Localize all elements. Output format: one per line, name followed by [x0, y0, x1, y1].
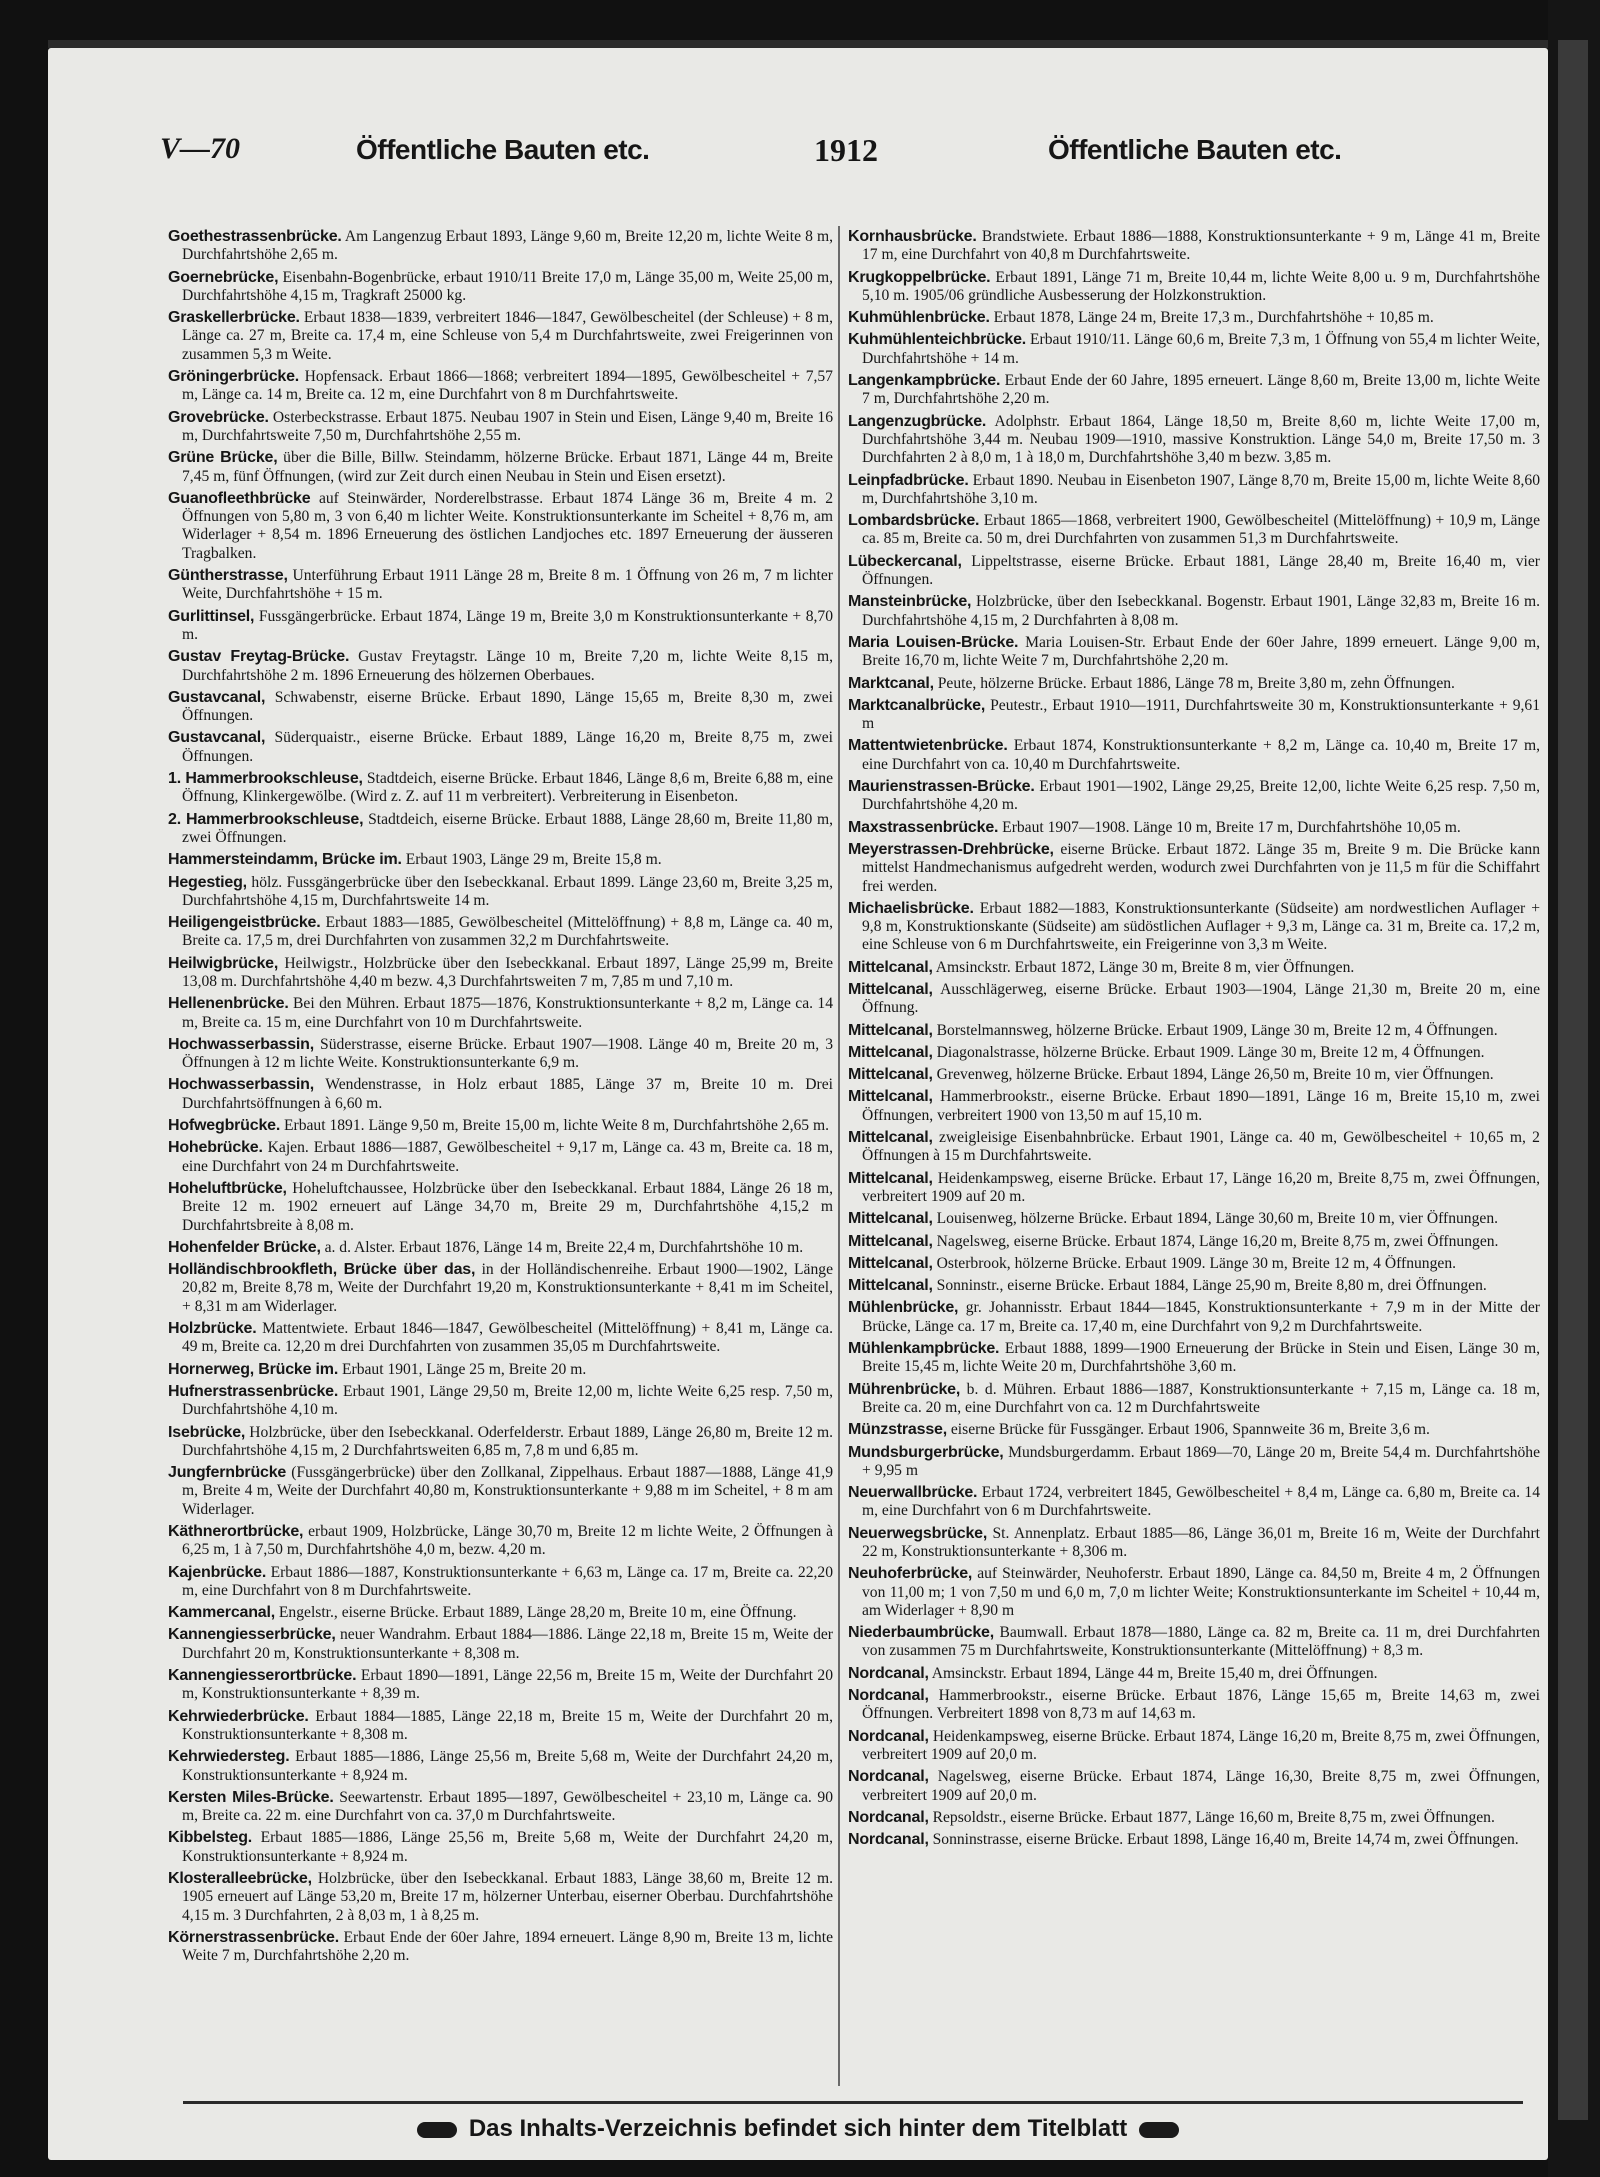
entry-heading: Grüne Brücke, — [168, 449, 278, 467]
directory-page — [48, 48, 1548, 2160]
entry-heading: Hohebrücke. — [168, 1139, 263, 1157]
directory-entry — [168, 851, 833, 869]
directory-entry — [168, 1180, 833, 1235]
entry-text: Erbaut 1901—1902, Länge 29,25, Breite 12,00, lichte Weite 6,25 resp. 7,50 m, Durchfahrtshöhe 4,20 m. — [862, 778, 1540, 814]
directory-entry — [848, 413, 1540, 468]
directory-entry — [168, 1604, 833, 1622]
page-header — [48, 132, 1548, 192]
entry-text: Sonninstrasse, eiserne Brücke. Erbaut 1898, Länge 16,40 m, Breite 14,74 m, zwei Öffnungen. — [932, 1831, 1519, 1849]
entry-text: Adolphstr. Erbaut 1864, Länge 18,50 m, Breite 8,60 m, lichte Weite 17,00 m, Durchfahrtshöhe 3,44 m. Neubau 1909—1910, massive Konstruktion. Länge 54,0 m, Breite 17,50 m. 3 Durchfahrten 2 à 8,0 m, 1 à 18,0 m, Durchfahrtshöhe 3,40 m bezw. 3,85 m. — [862, 412, 1540, 467]
directory-entry — [848, 1233, 1540, 1251]
entry-heading: Hofwegbrücke. — [168, 1117, 281, 1135]
directory-entry — [848, 1277, 1540, 1295]
entry-heading: Marktcanal, — [848, 674, 934, 692]
pointing-hand-right-icon — [1139, 2122, 1179, 2138]
entry-text: Erbaut 1884—1885, Länge 22,18 m, Breite 15 m, Weite der Durchfahrt 20 m, Konstruktionsunterkante + 8,308 m. — [182, 1707, 833, 1743]
directory-entry — [168, 1748, 833, 1785]
entry-heading: Nordcanal, — [848, 1831, 929, 1849]
entry-heading: Krugkoppelbrücke. — [848, 268, 991, 286]
entry-text: Gustav Freytagstr. Länge 10 m, Breite 7,20 m, lichte Weite 8,15 m, Durchfahrtshöhe 2 m. 1896 Erneuerung des hölzernen Oberbaues. — [182, 648, 833, 684]
entry-heading: Mittelcanal, — [848, 1021, 933, 1039]
entry-heading: Hochwasserbassin, — [168, 1035, 314, 1053]
entry-heading: Mührenbrücke, — [848, 1380, 961, 1398]
entry-heading: Klosteralleebrücke, — [168, 1870, 312, 1888]
entry-heading: Körnerstrassenbrücke. — [168, 1928, 339, 1946]
entry-text: Osterbeckstrasse. Erbaut 1875. Neubau 1907 in Stein und Eisen, Länge 9,40 m, Breite 16 m, Durchfahrtsweite 7,50 m, Durchfahrtshöhe 2,55 m. — [182, 408, 833, 444]
directory-entry — [168, 1708, 833, 1745]
directory-entry — [168, 689, 833, 726]
directory-entry — [168, 1139, 833, 1176]
directory-entry — [848, 1170, 1540, 1207]
entry-heading: Gustav Freytag-Brücke. — [168, 648, 350, 666]
top-fold-shadow — [48, 40, 1548, 48]
directory-entry — [848, 1299, 1540, 1336]
entry-text: Hammerbrookstr., eiserne Brücke. Erbaut 1890—1891, Länge 16 m, Breite 15,10 m, zwei Öffnungen, verbreitert 1900 von 13,50 m auf 15,10 m. — [862, 1088, 1540, 1124]
entry-heading: Güntherstrasse, — [168, 567, 288, 585]
directory-entry — [848, 553, 1540, 590]
directory-entry — [168, 811, 833, 848]
entry-heading: Mundsburgerbrücke, — [848, 1443, 1004, 1461]
directory-entry — [168, 1424, 833, 1461]
entry-text: Wendenstrasse, in Holz erbaut 1885, Länge 37 m, Breite 10 m. Drei Durchfahrtsöffnungen à 6,60 m. — [182, 1076, 833, 1112]
directory-entry — [848, 697, 1540, 734]
entry-heading: Langenkampbrücke. — [848, 372, 1001, 390]
entry-text: Erbaut 1907—1908. Länge 10 m, Breite 17 m, Durchfahrtshöhe 10,05 m. — [1002, 818, 1461, 836]
entry-text: Erbaut 1885—1886, Länge 25,56 m, Breite 5,68 m, Weite der Durchfahrt 24,20 m, Konstruktionsunterkante + 8,924 m. — [182, 1748, 833, 1784]
entry-text: Osterbrook, hölzerne Brücke. Erbaut 1909. Länge 30 m, Breite 12 m, 4 Öffnungen. — [936, 1254, 1457, 1272]
entry-heading: Kehrwiedersteg. — [168, 1748, 290, 1766]
entry-heading: Leinpfadbrücke. — [848, 471, 969, 489]
header-year: 1912 — [814, 132, 878, 168]
entry-text: Fussgängerbrücke. Erbaut 1874, Länge 19 m, Breite 3,0 m Konstruktionsunterkante + 8,70 m. — [182, 607, 833, 643]
entry-heading: Mühlenkampbrücke. — [848, 1340, 1000, 1358]
entry-text: Repsoldstr., eiserne Brücke. Erbaut 1877, Länge 16,60 m, Breite 8,75 m, zwei Öffnungen. — [932, 1808, 1495, 1826]
entry-text: Erbaut 1724, verbreitert 1845, Gewölbescheitel + 8,4 m, Länge ca. 6,80 m, Breite ca. 14 m, eine Durchfahrt von 6 m Durchfahrtsweite. — [862, 1484, 1540, 1520]
directory-entry — [848, 959, 1540, 977]
directory-entry — [848, 1624, 1540, 1661]
entry-text: Borstelmannsweg, hölzerne Brücke. Erbaut 1909, Länge 30 m, Breite 12 m, 4 Öffnungen. — [936, 1021, 1498, 1039]
entry-heading: Hohenfelder Brücke, — [168, 1238, 321, 1256]
directory-entry — [168, 1076, 833, 1113]
entry-text: Erbaut 1888, 1899—1900 Erneuerung der Brücke in Stein und Eisen, Länge 30 m, Breite 15,45 m, lichte Weite 20 m, Durchfahrtshöhe 3,60 m. — [862, 1340, 1540, 1376]
entry-heading: Mittelcanal, — [848, 1277, 933, 1295]
entry-text: Brandstwiete. Erbaut 1886—1888, Konstruktionsunterkante + 9 m, Länge 41 m, Breite 17 m, eine Durchfahrt von 40,8 m Durchfahrtsweite. — [862, 228, 1540, 264]
entry-text: Baumwall. Erbaut 1878—1880, Länge ca. 82 m, Breite ca. 11 m, drei Durchfahrten von zusammen 75 m Durchfahrtsweite, Konstruktionsunterkante (Mittelöffnung) + 8,3 m. — [862, 1624, 1540, 1660]
directory-entry — [168, 729, 833, 766]
right-column-entries — [848, 228, 1540, 2088]
directory-entry — [168, 490, 833, 563]
entry-text: Erbaut 1901, Länge 29,50 m, Breite 12,00 m, lichte Weite 6,25 resp. 7,50 m, Durchfahrtshöhe 4,10 m. — [182, 1382, 833, 1419]
directory-entry — [848, 1044, 1540, 1062]
entry-heading: Mittelcanal, — [848, 1210, 933, 1228]
entry-heading: Hochwasserbassin, — [168, 1076, 314, 1094]
entry-heading: Hegestieg, — [168, 873, 247, 891]
entry-text: Engelstr., eiserne Brücke. Erbaut 1889, Länge 28,20 m, Breite 10 m, eine Öffnung. — [278, 1604, 797, 1622]
directory-entry — [848, 737, 1540, 774]
entry-text: Am Langenzug Erbaut 1893, Länge 9,60 m, Breite 12,20 m, lichte Weite 8 m, Durchfahrtshöhe 2,65 m. — [182, 228, 833, 264]
entry-text: Lippeltstrasse, eiserne Brücke. Erbaut 1881, Länge 28,40 m, Breite 16,40 m, vier Öffnungen. — [862, 552, 1540, 589]
entry-heading: Mühlenbrücke, — [848, 1299, 959, 1317]
footer-note — [48, 2115, 1548, 2143]
entry-text: Grevenweg, hölzerne Brücke. Erbaut 1894, Länge 26,50 m, Breite 10 m, vier Öffnungen. — [936, 1066, 1494, 1084]
entry-heading: Isebrücke, — [168, 1423, 246, 1441]
section-title-right: Öffentliche Bauten etc. — [1048, 134, 1342, 165]
entry-text: St. Annenplatz. Erbaut 1885—86, Länge 36,01 m, Breite 16 m, Weite der Durchfahrt 22 m, Konstruktionsunterkante + 8,306 m. — [862, 1524, 1540, 1560]
next-page-edge — [1548, 0, 1600, 2177]
entry-heading: 1. Hammerbrookschleuse, — [168, 770, 363, 788]
directory-entry — [168, 1564, 833, 1601]
directory-entry — [168, 608, 833, 645]
entry-text: Hoheluftchaussee, Holzbrücke über den Isebeckkanal. Erbaut 1884, Länge 26 18 m, Breite 12 m. 1902 erneuert auf Länge 34,70 m, Breite 29 m, Durchfahrtshöhe 4,15,2 m Durchfahrtsbreite à 8,08 m. — [182, 1179, 833, 1234]
entry-text: Louisenweg, hölzerne Brücke. Erbaut 1894, Länge 30,60 m, Breite 10 m, vier Öffnungen. — [936, 1210, 1499, 1228]
directory-entry — [848, 1809, 1540, 1827]
entry-heading: Mittelcanal, — [848, 1129, 933, 1147]
entry-text: Amsinckstr. Erbaut 1894, Länge 44 m, Breite 15,40 m, drei Öffnungen. — [931, 1664, 1378, 1682]
entry-heading: Mittelcanal, — [848, 980, 933, 998]
directory-entry — [168, 1626, 833, 1663]
directory-entry — [848, 1340, 1540, 1377]
entry-heading: Kibbelsteg. — [168, 1829, 253, 1847]
entry-heading: Kannengiesserortbrücke. — [168, 1667, 357, 1685]
next-page-sliver — [1558, 40, 1588, 2120]
directory-entry — [168, 648, 833, 685]
entry-text: Stadtdeich, eiserne Brücke. Erbaut 1888, Länge 28,60 m, Breite 11,80 m, zwei Öffnungen. — [182, 810, 833, 846]
entry-text: Schwabenstr, eiserne Brücke. Erbaut 1890, Länge 15,65 m, Breite 8,30 m, zwei Öffnungen. — [182, 688, 833, 725]
directory-entry — [848, 841, 1540, 896]
directory-entry — [848, 1831, 1540, 1849]
entry-text: Heilwigstr., Holzbrücke über den Isebeckkanal. Erbaut 1897, Länge 25,99 m, Breite 13,08 m. Durchfahrtshöhe 4,40 m bezw. 4,3 Durchfahrtsweiten 7 m, 7,85 m und 7,10 m. — [182, 954, 833, 990]
entry-text: Süderstrasse, eiserne Brücke. Erbaut 1907—1908. Länge 40 m, Breite 20 m, 3 Öffnungen à 12 m lichte Weite. Konstruktionsunterkante 6,9 m. — [182, 1035, 833, 1072]
entry-heading: Hornerweg, Brücke im. — [168, 1360, 339, 1378]
entry-heading: Mittelcanal, — [848, 1043, 933, 1061]
entry-text: hölz. Fussgängerbrücke über den Isebeckkanal. Erbaut 1899. Länge 23,60 m, Breite 3,25 m, Durchfahrtshöhe 4,15 m, Durchfahrtsweite 14 m. — [182, 873, 833, 909]
entry-text: auf Steinwärder, Neuhoferstr. Erbaut 1890, Länge ca. 84,50 m, Breite 4 m, 2 Öffnungen von 11,00 m; 1 von 7,50 m und 6,0 m, 7,0 m lichter Weite; Konstruktionsunterkante im Scheitel + 10,44 m, am Widerlager + 8,90 m — [862, 1565, 1540, 1619]
entry-text: Hopfensack. Erbaut 1866—1868; verbreitert 1894—1895, Gewölbescheitel + 7,57 m, Länge ca. 14 m, Breite ca. 12 m, eine Durchfahrt von 8 m Durchfahrtsweite. — [182, 368, 833, 404]
directory-entry — [848, 372, 1540, 409]
entry-text: Erbaut 1882—1883, Konstruktionsunterkante (Südseite) am nordwestlichen Auflager + 9,8 m, Konstruktionskante (Südseite) am südöstlichen Auflager + 9,3 m, Länge ca. 31 m, Breite ca. 17,2 m, eine Schleuse von 6 m Durchfahrtsweite, ein Freigerinne von 3,3 m Weite. — [862, 899, 1540, 954]
entry-heading: Langenzugbrücke. — [848, 412, 987, 430]
directory-entry — [168, 1667, 833, 1704]
entry-heading: Nordcanal, — [848, 1664, 929, 1682]
entry-text: Holzbrücke, über den Isebeckkanal. Oderfelderstr. Erbaut 1889, Länge 26,80 m, Breite 12 m. Durchfahrtshöhe 4,15 m, 2 Durchfahrtsweiten 6,85 m, 7,8 m und 6,85 m. — [182, 1423, 833, 1459]
directory-entry — [848, 1525, 1540, 1562]
section-title-left: Öffentliche Bauten etc. — [356, 134, 650, 165]
entry-heading: Hufnerstrassenbrücke. — [168, 1382, 339, 1400]
directory-entry — [848, 819, 1540, 837]
entry-text: Erbaut 1886—1887, Konstruktionsunterkante + 6,63 m, Länge ca. 17 m, Breite ca. 22,20 m, eine Durchfahrt von 8 m Durchfahrtsweite. — [182, 1563, 833, 1599]
entry-text: Unterführung Erbaut 1911 Länge 28 m, Breite 8 m. 1 Öffnung von 26 m, 7 m lichter Weite, Durchfahrtshöhe + 15 m. — [182, 567, 833, 603]
directory-entry — [848, 331, 1540, 368]
entry-text: Erbaut 1910/11. Länge 60,6 m, Breite 7,3 m, 1 Öffnung von 55,4 m lichter Weite, Durchfahrtshöhe + 14 m. — [862, 331, 1540, 367]
entry-text: eiserne Brücke für Fussgänger. Erbaut 1906, Spannweite 36 m, Breite 3,6 m. — [950, 1421, 1430, 1439]
entry-text: Heidenkampsweg, eiserne Brücke. Erbaut 17, Länge 16,20 m, Breite 8,75 m, zwei Öffnungen, verbreitert 1909 auf 20 m. — [862, 1169, 1540, 1205]
entry-heading: Maxstrassenbrücke. — [848, 818, 999, 836]
directory-entry — [168, 1383, 833, 1420]
directory-entry — [848, 675, 1540, 693]
entry-text: Peute, hölzerne Brücke. Erbaut 1886, Länge 78 m, Breite 3,80 m, zehn Öffnungen. — [937, 674, 1455, 692]
entry-heading: Lombardsbrücke. — [848, 512, 980, 530]
entry-text: Peutestr., Erbaut 1910—1911, Durchfahrtsweite 30 m, Konstruktionsunterkante + 9,61 m — [862, 696, 1540, 733]
directory-entry — [848, 1484, 1540, 1521]
directory-entry — [168, 1523, 833, 1560]
entry-heading: Hellenenbrücke. — [168, 995, 289, 1013]
directory-entry — [168, 874, 833, 911]
entry-heading: Mittelcanal, — [848, 1169, 933, 1187]
directory-entry — [848, 228, 1540, 265]
entry-heading: Grovebrücke. — [168, 408, 269, 426]
entry-text: Seewartenstr. Erbaut 1895—1897, Gewölbescheitel + 23,10 m, Länge ca. 90 m, Breite ca. 22 m. eine Durchfahrt von ca. 37,0 m Durchfahrtsweite. — [182, 1788, 833, 1825]
directory-entry — [848, 900, 1540, 955]
entry-heading: Mansteinbrücke, — [848, 593, 972, 611]
directory-entry — [848, 269, 1540, 306]
directory-entry — [848, 1255, 1540, 1273]
entry-text: Erbaut Ende der 60er Jahre, 1894 erneuert. Länge 8,90 m, Breite 13 m, lichte Weite 7 m, Durchfahrtshöhe 2,20 m. — [182, 1928, 833, 1965]
footer-text: Das Inhalts-Verzeichnis befindet sich hinter dem Titelblatt — [468, 2115, 1128, 2142]
entry-heading: Gurlittinsel, — [168, 607, 255, 625]
directory-entry — [168, 269, 833, 306]
directory-entry — [848, 1768, 1540, 1805]
entry-text: Amsinckstr. Erbaut 1872, Länge 30 m, Breite 8 m, vier Öffnungen. — [935, 958, 1355, 976]
entry-text: Erbaut 1838—1839, verbreitert 1846—1847, Gewölbescheitel (der Schleuse) + 8 m, Länge ca. 27 m, Breite ca. 17,4 m, eine Schleuse von 5,4 m Durchfahrtsweite, zwei Freigerinnen von zusammen 5,3 m Weite. — [182, 309, 833, 363]
entry-heading: Kammercanal, — [168, 1604, 275, 1622]
entry-heading: Guanofleethbrücke — [168, 489, 311, 507]
entry-text: Erbaut 1903, Länge 29 m, Breite 15,8 m. — [405, 851, 662, 869]
entry-text: Erbaut 1890—1891, Länge 22,56 m, Breite 15 m, Weite der Durchfahrt 20 m, Konstruktionsunterkante + 8,39 m. — [182, 1667, 833, 1703]
entry-text: Erbaut 1883—1885, Gewölbescheitel (Mittelöffnung) + 8,8 m, Länge ca. 40 m, Breite ca. 17,5 m, drei Durchfahrten von zusammen 32,2 m Durchfahrtsweite. — [182, 914, 833, 950]
entry-heading: Nordcanal, — [848, 1727, 929, 1745]
directory-entry — [848, 1381, 1540, 1418]
entry-heading: Gustavcanal, — [168, 729, 266, 747]
entry-text: Süderquaistr., eiserne Brücke. Erbaut 1889, Länge 16,20 m, Breite 8,75 m, zwei Öffnungen. — [182, 729, 833, 765]
entry-heading: Meyerstrassen-Drehbrücke, — [848, 840, 1054, 858]
entry-text: Holzbrücke, über den Isebeckkanal. Bogenstr. Erbaut 1901, Länge 32,83 m, Breite 16 m. Durchfahrtshöhe 4,15 m, 2 Durchfahrten à 8,08 m. — [862, 593, 1540, 629]
directory-entry — [168, 1829, 833, 1866]
directory-entry — [168, 770, 833, 807]
directory-entry — [168, 995, 833, 1032]
entry-text: Erbaut 1885—1886, Länge 25,56 m, Breite 5,68 m, Weite der Durchfahrt 24,20 m, Konstruktionsunterkante + 8,924 m. — [182, 1829, 833, 1865]
entry-text: erbaut 1909, Holzbrücke, Länge 30,70 m, Breite 12 m lichte Weite, 2 Öffnungen à 6,25 m, 1 à 7,50 m, Durchfahrtshöhe 4,0 m, bezw. 4,20 m. — [182, 1523, 833, 1559]
directory-entry — [848, 1066, 1540, 1084]
directory-entry — [168, 449, 833, 486]
entry-text: (Fussgängerbrücke) über den Zollkanal, Zippelhaus. Erbaut 1887—1888, Länge 41,9 m, Breite 4 m, Weite der Durchfahrt 40,80 m, Konstruktionsunterkante + 9,88 m im Scheitel, + 8 m am Widerlager. — [182, 1464, 833, 1518]
entry-text: Sonninstr., eiserne Brücke. Erbaut 1884, Länge 25,90 m, Breite 8,80 m, drei Öffnungen. — [936, 1277, 1487, 1295]
entry-text: Erbaut Ende der 60 Jahre, 1895 erneuert. Länge 8,60 m, Breite 13,00 m, lichte Weite 7 m, Durchfahrtshöhe 2,20 m. — [862, 372, 1540, 408]
entry-heading: 2. Hammerbrookschleuse, — [168, 810, 364, 828]
entry-heading: Holzbrücke. — [168, 1320, 257, 1338]
entry-heading: Neuerwallbrücke. — [848, 1484, 978, 1502]
directory-entry — [848, 1728, 1540, 1765]
directory-entry — [848, 1088, 1540, 1125]
entry-heading: Gustavcanal, — [168, 688, 266, 706]
entry-text: eiserne Brücke. Erbaut 1872. Länge 35 m, Breite 9 m. Die Brücke kann mittelst Handmechanismus aufgedreht werden, wodurch zwei Durchfahrten von je 11,5 m für die Schiffahrt frei werden. — [862, 840, 1540, 895]
directory-entry — [848, 309, 1540, 327]
directory-entry — [168, 309, 833, 364]
entry-heading: Münzstrasse, — [848, 1421, 947, 1439]
entry-text: Nagelsweg, eiserne Brücke. Erbaut 1874, Länge 16,30, Breite 8,75 m, zwei Öffnungen, verbreitert 1909 auf 20,0 m. — [862, 1768, 1540, 1804]
directory-entry — [168, 1036, 833, 1073]
entry-heading: Neuerwegsbrücke, — [848, 1524, 988, 1542]
entry-heading: Mittelcanal, — [848, 958, 933, 976]
directory-entry — [168, 567, 833, 604]
entry-heading: Maurienstrassen-Brücke. — [848, 778, 1035, 796]
entry-heading: Michaelisbrücke. — [848, 899, 974, 917]
entry-heading: Jungfernbrücke — [168, 1464, 287, 1482]
directory-entry — [168, 1870, 833, 1925]
entry-text: Stadtdeich, eiserne Brücke. Erbaut 1846, Länge 8,6 m, Breite 6,88 m, eine Öffnung, Klinkergewölbe. (Wird z. Z. auf 11 m verbreitert). Verbreiterung in Eisenbeton. — [182, 770, 833, 806]
directory-entry — [168, 1320, 833, 1357]
entry-heading: Neuhoferbrücke, — [848, 1565, 973, 1583]
directory-entry — [848, 593, 1540, 630]
entry-heading: Kehrwiederbrücke. — [168, 1707, 309, 1725]
entry-heading: Goernebrücke, — [168, 268, 279, 286]
entry-heading: Heiligengeistbrücke. — [168, 914, 321, 932]
entry-heading: Niederbaumbrücke, — [848, 1624, 994, 1642]
pointing-hand-left-icon — [417, 2122, 457, 2138]
directory-entry — [848, 1210, 1540, 1228]
entry-heading: Nordcanal, — [848, 1687, 929, 1705]
entry-heading: Kersten Miles-Brücke. — [168, 1788, 334, 1806]
entry-text: gr. Johannisstr. Erbaut 1844—1845, Konstruktionsunterkante + 7,9 m in der Mitte der Brücke, Länge ca. 17 m, Breite ca. 17,40 m, eine Durchfahrt von 9,2 m Durchfahrtsweite. — [862, 1299, 1540, 1335]
directory-entry — [848, 1129, 1540, 1166]
entry-heading: Mittelcanal, — [848, 1066, 933, 1084]
directory-entry — [848, 472, 1540, 509]
entry-text: neuer Wandrahm. Erbaut 1884—1886. Länge 22,18 m, Breite 15 m, Weite der Durchfahrt 20 m, Konstruktionsunterkante + 8,308 m. — [182, 1626, 833, 1662]
directory-entry — [168, 368, 833, 405]
entry-text: Erbaut 1865—1868, verbreitert 1900, Gewölbescheitel (Mittelöffnung) + 10,9 m, Länge ca. 85 m, Breite ca. 50 m, drei Durchfahrten von zusammen 51,3 m Durchfahrtsweite. — [862, 512, 1540, 548]
entry-heading: Gröningerbrücke. — [168, 368, 300, 386]
directory-entry — [168, 1361, 833, 1379]
entry-text: Mattentwiete. Erbaut 1846—1847, Gewölbescheitel (Mittelöffnung) + 8,41 m, Länge ca. 49 m, Breite ca. 12,20 m drei Durchfahrten von zusammen 35,05 m Durchfahrtsweite. — [182, 1320, 833, 1356]
entry-heading: Goethestrassenbrücke. — [168, 228, 342, 245]
entry-heading: Mittelcanal, — [848, 1232, 933, 1250]
left-column-entries — [168, 228, 833, 2088]
entry-text: Bei den Mühren. Erbaut 1875—1876, Konstruktionsunterkante + 8,2 m, Länge ca. 14 m, Breite ca. 15 m, eine Durchfahrt von 10 m Durchfahrtsweite. — [182, 995, 833, 1031]
page-number: V—70 — [160, 132, 241, 165]
directory-entry — [168, 1464, 833, 1519]
entry-heading: Nordcanal, — [848, 1808, 929, 1826]
entry-text: Erbaut 1891, Länge 71 m, Breite 10,44 m, lichte Weite 8,00 u. 9 m, Durchfahrtshöhe 5,10 m. 1905/06 gründliche Ausbesserung der Holzkonstruktion. — [862, 268, 1540, 304]
entry-text: Hammerbrookstr., eiserne Brücke. Erbaut 1876, Länge 15,65 m, Breite 14,63 m, zwei Öffnungen. Verbreitert 1898 von 8,73 m auf 14,63 m. — [862, 1687, 1540, 1723]
directory-entry — [848, 1665, 1540, 1683]
entry-heading: Mittelcanal, — [848, 1254, 933, 1272]
directory-entry — [168, 1789, 833, 1826]
entry-text: Nagelsweg, eiserne Brücke. Erbaut 1874, Länge 16,20 m, Breite 8,75 m, zwei Öffnungen. — [936, 1232, 1499, 1250]
entry-heading: Mattentwietenbrücke. — [848, 737, 1008, 755]
entry-heading: Maria Louisen-Brücke. — [848, 633, 1019, 651]
entry-heading: Kajenbrücke. — [168, 1563, 267, 1581]
entry-text: b. d. Mühren. Erbaut 1886—1887, Konstruktionsunterkante + 7,15 m, Länge ca. 18 m, Breite ca. 20 m, eine Durchfahrt von ca. 12 m Durchfahrtsweite — [862, 1380, 1540, 1416]
entry-text: Erbaut 1878, Länge 24 m, Breite 17,3 m., Durchfahrtshöhe + 10,85 m. — [993, 309, 1434, 327]
column-divider — [838, 226, 840, 2086]
entry-text: Erbaut 1874, Konstruktionsunterkante + 8,2 m, Länge ca. 10,40 m, Breite 17 m, eine Durchfahrt von ca. 10,40 m Durchfahrtsweite. — [862, 737, 1540, 773]
entry-heading: Lübeckercanal, — [848, 552, 962, 570]
entry-text: Diagonalstrasse, hölzerne Brücke. Erbaut 1909. Länge 30 m, Breite 12 m, 4 Öffnungen. — [936, 1043, 1485, 1061]
entry-text: Maria Louisen-Str. Erbaut Ende der 60er Jahre, 1899 erneuert. Länge 9,00 m, Breite 16,70 m, lichte Weite 7 m, Durchfahrtshöhe 2,20 m. — [862, 633, 1540, 670]
entry-text: Eisenbahn-Bogenbrücke, erbaut 1910/11 Breite 17,0 m, Länge 35,00 m, Weite 25,00 m, Durchfahrtshöhe 4,15 m, Tragkraft 25000 kg. — [182, 268, 833, 304]
entry-heading: Kuhmühlenteichbrücke. — [848, 331, 1027, 349]
entry-heading: Mittelcanal, — [848, 1088, 933, 1106]
directory-entry — [848, 778, 1540, 815]
entry-text: auf Steinwärder, Norderelbstrasse. Erbaut 1874 Länge 36 m, Breite 4 m. 2 Öffnungen von 5,80 m, 3 von 6,40 m lichter Weite. Konstruktionsunterkante im Scheitel + 8,76 m, am Widerlager + 8,54 m. 1896 Erneuerung des östlichen Landjoches etc. 1897 Erneuerung der äusseren Tragbalken. — [182, 489, 833, 562]
entry-heading: Kuhmühlenbrücke. — [848, 309, 990, 327]
directory-entry — [168, 1261, 833, 1316]
directory-entry — [848, 634, 1540, 671]
entry-heading: Graskellerbrücke. — [168, 309, 300, 327]
directory-entry — [848, 1687, 1540, 1724]
directory-entry — [848, 1565, 1540, 1620]
entry-heading: Nordcanal, — [848, 1768, 929, 1786]
directory-entry — [848, 512, 1540, 549]
entry-heading: Hammersteindamm, Brücke im. — [168, 851, 402, 869]
directory-entry — [848, 1421, 1540, 1439]
entry-text: a. d. Alster. Erbaut 1876, Länge 14 m, Breite 22,4 m, Durchfahrtshöhe 10 m. — [324, 1238, 804, 1256]
entry-text: Erbaut 1891. Länge 9,50 m, Breite 15,00 m, lichte Weite 8 m, Durchfahrtshöhe 2,65 m. — [284, 1117, 829, 1135]
directory-entry — [168, 409, 833, 446]
entry-text: in der Holländischenreihe. Erbaut 1900—1902, Länge 20,82 m, Breite 8,78 m, Weite der Durchfahrt 19,20 m, Konstruktionsunterkante + 8,41 m im Scheitel, + 8,31 m am Widerlager. — [182, 1261, 833, 1315]
entry-heading: Heilwigbrücke, — [168, 954, 279, 972]
entry-heading: Hoheluftbrücke, — [168, 1179, 287, 1197]
entry-text: Holzbrücke, über den Isebeckkanal. Erbaut 1883, Länge 38,60 m, Breite 12 m. 1905 erneuert auf Länge 53,20 m, Breite 17 m, hölzerner Unterbau, eiserner Oberbau. Durchfahrtshöhe 4,15 m. 3 Durchfahrten, 2 à 8,03 m, 1 à 8,25 m. — [182, 1870, 833, 1924]
directory-entry — [168, 955, 833, 992]
directory-entry — [168, 914, 833, 951]
directory-entry — [168, 1929, 833, 1966]
directory-entry — [848, 981, 1540, 1018]
entry-text: Erbaut 1901, Länge 25 m, Breite 20 m. — [341, 1360, 587, 1378]
entry-heading: Marktcanalbrücke, — [848, 696, 986, 714]
entry-text: Erbaut 1890. Neubau in Eisenbeton 1907, Länge 8,70 m, Breite 15,00 m, lichte Weite 8,60 m, Durchfahrtshöhe 3,10 m. — [862, 471, 1540, 507]
entry-heading: Holländischbrookfleth, Brücke über das, — [168, 1261, 476, 1279]
entry-text: zweigleisige Eisenbahnbrücke. Erbaut 1901, Länge ca. 40 m, Gewölbescheitel + 10,65 m, 2 Öffnungen à 15 m Durchfahrtsweite. — [862, 1129, 1540, 1165]
directory-entry — [848, 1444, 1540, 1481]
entry-text: Heidenkampsweg, eiserne Brücke. Erbaut 1874, Länge 16,20 m, Breite 8,75 m, zwei Öffnungen, verbreitert 1909 auf 20,0 m. — [862, 1727, 1540, 1763]
entry-heading: Kornhausbrücke. — [848, 228, 977, 245]
directory-entry — [168, 228, 833, 265]
footer-rule — [183, 2101, 1523, 2104]
directory-entry — [168, 1239, 833, 1257]
entry-text: Mundsburgerdamm. Erbaut 1869—70, Länge 20 m, Breite 54,4 m. Durchfahrtshöhe + 9,95 m — [862, 1443, 1540, 1479]
entry-text: Kajen. Erbaut 1886—1887, Gewölbescheitel + 9,17 m, Länge ca. 43 m, Breite ca. 18 m, eine Durchfahrt von 24 m Durchfahrtsweite. — [182, 1139, 833, 1175]
entry-heading: Kannengiesserbrücke, — [168, 1626, 336, 1644]
directory-entry — [848, 1022, 1540, 1040]
entry-text: Ausschlägerweg, eiserne Brücke. Erbaut 1903—1904, Länge 21,30 m, Breite 20 m, eine Öffnung. — [862, 980, 1540, 1017]
entry-heading: Käthnerortbrücke, — [168, 1523, 304, 1540]
directory-entry — [168, 1117, 833, 1135]
entry-text: über die Bille, Billw. Steindamm, hölzerne Brücke. Erbaut 1871, Länge 44 m, Breite 7,45 m, fünf Öffnungen, (wird zur Zeit durch einen Neubau in Stein und Eisen ersetzt). — [182, 449, 833, 485]
